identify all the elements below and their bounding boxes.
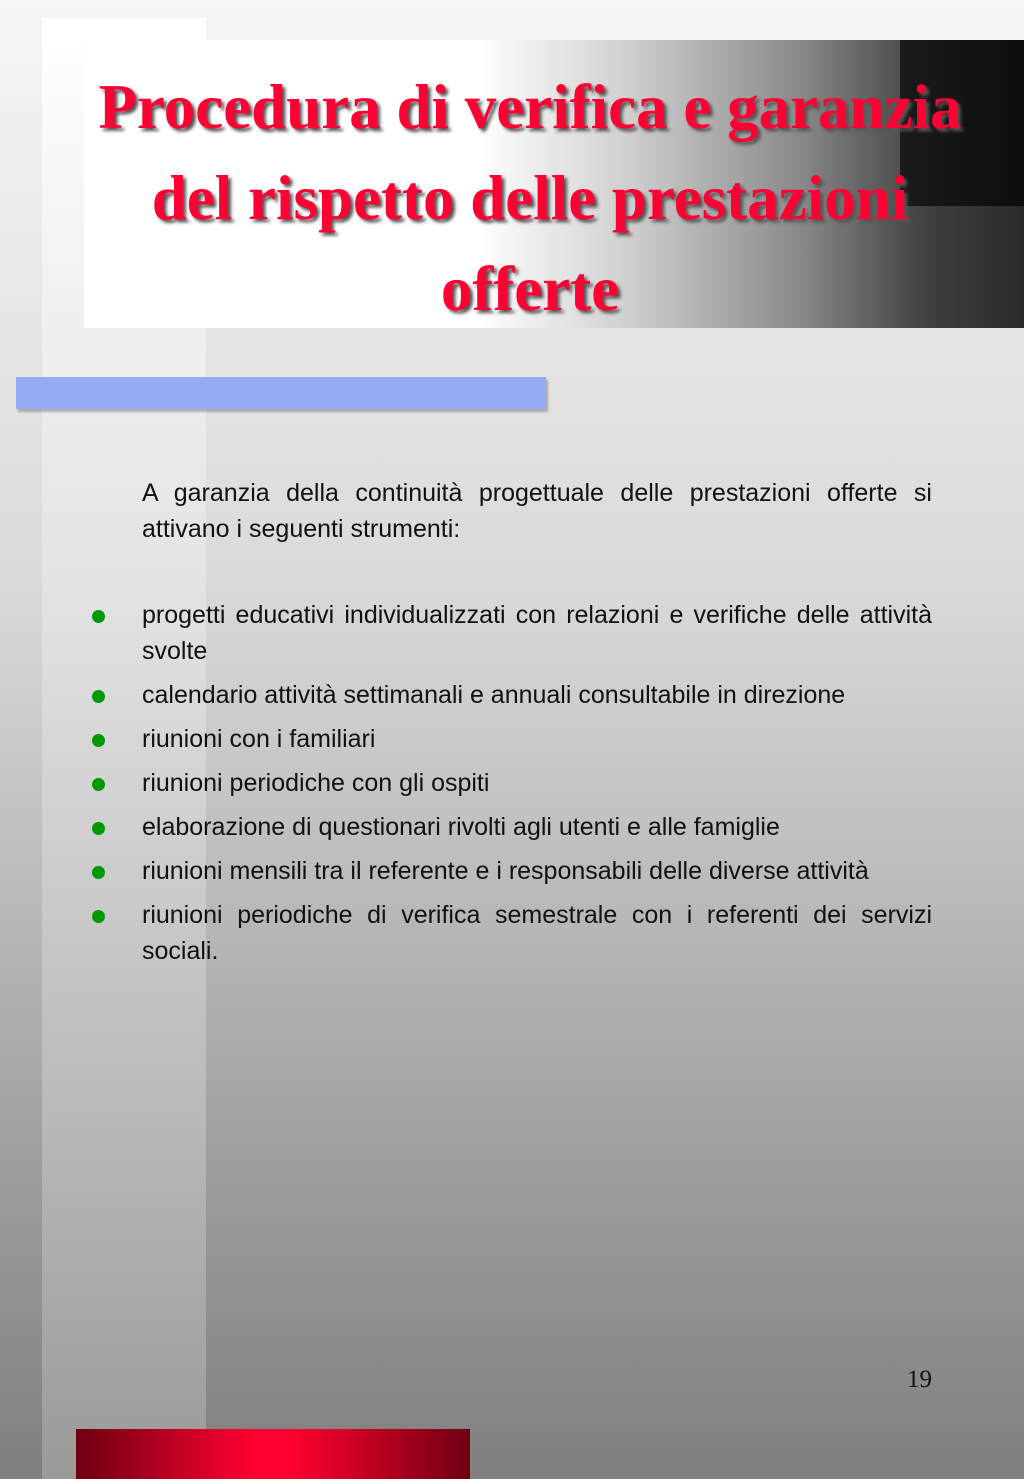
red-footer-bar bbox=[76, 1429, 470, 1479]
list-item-text: calendario attività settimanali e annuali consultabile in direzione bbox=[142, 681, 846, 709]
list-item bbox=[142, 721, 932, 757]
list-item-text: riunioni con i familiari bbox=[142, 725, 376, 753]
bullet-dot-icon bbox=[92, 610, 105, 623]
bullet-dot-icon bbox=[92, 690, 105, 703]
bullet-dot-icon bbox=[92, 822, 105, 835]
blue-accent-bar bbox=[16, 377, 546, 409]
list-item-text: elaborazione di questionari rivolti agli utenti e alle famiglie bbox=[142, 813, 780, 841]
list-item-text: riunioni periodiche di verifica semestrale con i referenti dei servizi sociali. bbox=[142, 901, 932, 965]
list-item bbox=[142, 897, 932, 969]
list-item bbox=[142, 809, 932, 845]
list-item bbox=[142, 765, 932, 801]
bullet-dot-icon bbox=[92, 778, 105, 791]
page-title: Procedura di verifica e garanzia del rispetto delle prestazioni offerte bbox=[98, 72, 962, 324]
bullet-dot-icon bbox=[92, 910, 105, 923]
page-number: 19 bbox=[907, 1366, 932, 1393]
list-item-text: riunioni periodiche con gli ospiti bbox=[142, 769, 490, 797]
list-item-text: riunioni mensili tra il referente e i responsabili delle diverse attività bbox=[142, 857, 869, 885]
list-item bbox=[142, 677, 932, 713]
bullet-list bbox=[0, 597, 1024, 977]
bullet-dot-icon bbox=[92, 866, 105, 879]
intro-paragraph: A garanzia della continuità progettuale delle prestazioni offerte si attivano i seguenti strumenti: bbox=[142, 479, 932, 543]
list-item bbox=[142, 597, 932, 669]
bullet-dot-icon bbox=[92, 734, 105, 747]
list-item-text: progetti educativi individualizzati con relazioni e verifiche delle attività svolte bbox=[142, 601, 932, 665]
list-item bbox=[142, 853, 932, 889]
